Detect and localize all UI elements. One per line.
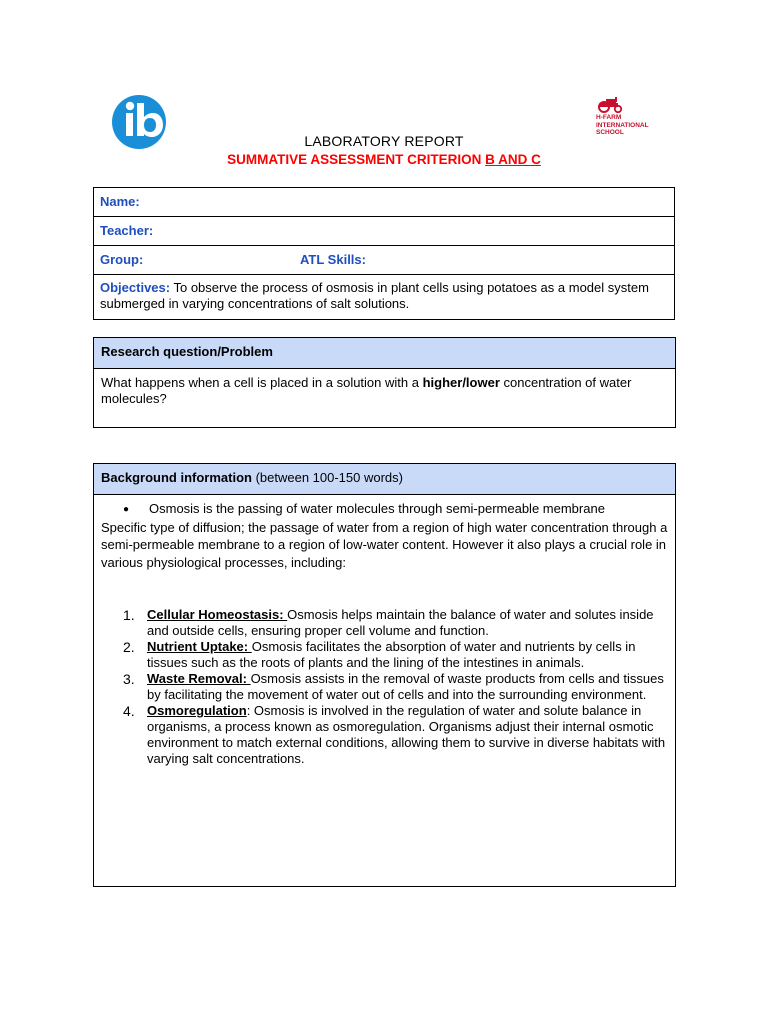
teacher-label: Teacher: [100, 223, 154, 238]
bullet-icon: ● [123, 504, 130, 515]
background-paragraph: Specific type of diffusion; the passage of water from a region of high water concentration through a semi-permeable membrane to a region of low-water content. However it also plays a crucial role in various physiological processes, including: [101, 519, 668, 570]
list-item: 1. Cellular Homeostasis: Osmosis helps maintain the balance of water and solutes inside and outside cells, ensuring proper cell volume and function. [123, 607, 654, 638]
research-question-section [93, 337, 676, 428]
report-title: LABORATORY REPORT [304, 133, 464, 149]
research-question-heading: Research question/Problem [94, 338, 675, 369]
teacher-row[interactable] [94, 217, 674, 246]
name-label: Name: [100, 194, 140, 209]
processes-list [101, 607, 668, 767]
objectives-text: To observe the process of osmosis in plant cells using potatoes as a model system submerged in varying concentrations of salt solutions. [100, 280, 649, 311]
school-name: H-FARM INTERNATIONAL SCHOOL [596, 114, 649, 136]
name-row[interactable] [94, 188, 674, 217]
background-information-section [93, 463, 676, 887]
tractor-icon [595, 97, 625, 113]
background-heading: Background information (between 100-150 words) [94, 464, 675, 495]
group-row[interactable] [94, 246, 674, 275]
atl-skills-label: ATL Skills: [300, 252, 366, 267]
objectives-row [94, 275, 674, 317]
report-subtitle: SUMMATIVE ASSESSMENT CRITERION B AND C [227, 152, 541, 167]
research-question-text: What happens when a cell is placed in a solution with a higher/lower concentration of water molecules? [101, 375, 632, 406]
list-item: 4. Osmoregulation: Osmosis is involved in the regulation of water and solute balance in organisms, a process known as osmoregulation. Organisms adjust their internal osmotic environment to match external conditions, allowing them to survive in diverse habitats with varying salt concentrations. [123, 703, 666, 766]
student-info-table [93, 187, 675, 320]
group-label: Group: [100, 252, 144, 267]
background-body [94, 495, 675, 772]
objectives-label: Objectives: [100, 280, 171, 295]
list-item: 3. Waste Removal: Osmosis assists in the removal of waste products from cells and tissues by facilitating the movement of water out of cells and into the surrounding environment. [123, 671, 664, 702]
bullet-item: ● Osmosis is the passing of water molecules through semi-permeable membrane [101, 500, 668, 519]
list-item: 2. Nutrient Uptake: Osmosis facilitates the absorption of water and nutrients by cells in tissues such as the roots of plants and the lining of the intestines in animals. [123, 639, 636, 670]
